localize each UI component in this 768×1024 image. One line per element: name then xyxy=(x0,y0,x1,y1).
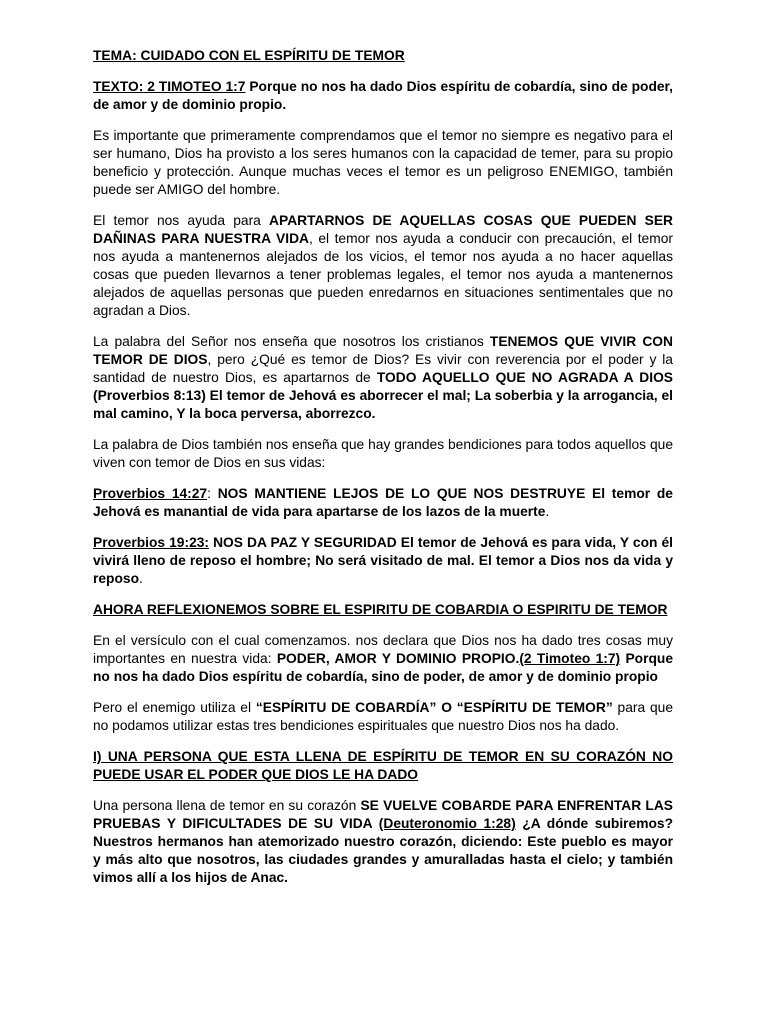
text-run: TENEMOS QUE VIVIR CON TEMOR DE DIOS xyxy=(93,334,673,367)
text-run: AHORA REFLEXIONEMOS SOBRE EL ESPIRITU DE COBARDIA O ESPIRITU DE TEMOR xyxy=(93,602,668,617)
text-run: Pero el enemigo utiliza el xyxy=(93,700,256,715)
paragraph xyxy=(93,78,673,114)
text-run: (2 Timoteo 1:7) xyxy=(519,651,621,666)
text-run: NOS DA PAZ Y SEGURIDAD El temor de Jehová es para vida, Y con él vivirá lleno de reposo el hombre; No será visitado de mal. El temor a Dios nos da vida y reposo xyxy=(93,535,674,586)
text-run: TEXTO: 2 TIMOTEO 1:7 xyxy=(93,79,246,94)
text-run: TEMA: CUIDADO CON EL ESPÍRITU DE TEMOR xyxy=(93,48,405,63)
paragraph xyxy=(93,436,673,472)
text-run: , pero ¿Qué es temor de Dios? Es vivir con reverencia por el poder y la santidad de nuestro Dios, es apartarnos de xyxy=(93,352,673,385)
text-run: APARTARNOS DE AQUELLAS COSAS QUE PUEDEN SER DAÑINAS PARA NUESTRA VIDA xyxy=(93,213,673,246)
text-run: Proverbios 14:27 xyxy=(93,486,208,501)
paragraph xyxy=(93,47,673,65)
text-run: PODER, AMOR Y DOMINIO PROPIO. xyxy=(276,651,520,666)
paragraph xyxy=(93,534,673,588)
text-run: Porque no nos ha dado Dios espíritu de cobardía, sino de poder, de amor y de dominio propio xyxy=(93,651,673,684)
paragraph xyxy=(93,797,673,887)
paragraph xyxy=(93,485,673,521)
text-run: La palabra de Dios también nos enseña que hay grandes bendiciones para todos aquellos que viven con temor de Dios en sus vidas: xyxy=(93,437,673,470)
text-run: . xyxy=(545,504,550,519)
text-run: Porque no nos ha dado Dios espíritu de cobardía, sino de poder, de amor y de dominio propio. xyxy=(93,79,673,112)
document-page xyxy=(93,47,673,900)
paragraph xyxy=(93,127,673,199)
text-run: “ESPÍRITU DE COBARDÍA” O “ESPÍRITU DE TEMOR” xyxy=(255,700,613,715)
document-body xyxy=(93,47,673,887)
paragraph xyxy=(93,601,673,619)
text-run: Es importante que primeramente comprendamos que el temor no siempre es negativo para el ser humano, Dios ha provisto a los seres humanos con la capacidad de temer, para su propio beneficio y protección. Aunque muchas veces el temor es un peligroso ENEMIGO, también puede ser AMIGO del hombre. xyxy=(93,128,673,197)
text-run: El temor nos ayuda para xyxy=(93,213,270,228)
text-run: ¿A dónde subiremos? Nuestros hermanos han atemorizado nuestro corazón, diciendo: Este pueblo es mayor y más alto que nosotros, las ciudades grandes y amuralladas hasta el cielo; y también vimos allí a los hijos de Anac. xyxy=(93,816,674,885)
paragraph xyxy=(93,212,673,320)
text-run: I) UNA PERSONA QUE ESTA LLENA DE ESPÍRITU DE TEMOR EN SU CORAZÓN NO PUEDE USAR EL PODER QUE DIOS LE HA DADO xyxy=(93,749,673,782)
text-run: Una persona llena de temor en su corazón xyxy=(93,798,361,813)
text-run: para que no podamos utilizar estas tres bendiciones espirituales que nuestro Dios nos ha dado. xyxy=(93,700,673,733)
paragraph xyxy=(93,699,673,735)
text-run: . xyxy=(139,571,143,586)
text-run: En el versículo con el cual comenzamos. nos declara que Dios nos ha dado tres cosas muy importantes en nuestra vida: xyxy=(93,633,673,666)
text-run: NOS MANTIENE LEJOS DE LO QUE NOS DESTRUYE El temor de Jehová es manantial de vida para apartarse de los lazos de la muerte xyxy=(93,486,673,519)
text-run: (Deuteronomio 1:28) xyxy=(378,816,516,831)
text-run: Proverbios 19:23: xyxy=(93,535,210,550)
text-run: , el temor nos ayuda a conducir con precaución, el temor nos ayuda a mantenernos alejados de los vicios, el temor nos ayuda a no hacer aquellas cosas que pueden llevarnos a tener problemas legales, el temor nos ayuda a mantenernos alejados de aquellas personas que pueden enredarnos en situaciones sentimentales que no agradan a Dios. xyxy=(93,231,673,318)
text-run: : xyxy=(207,486,218,501)
text-run: La palabra del Señor nos enseña que nosotros los cristianos xyxy=(93,334,490,349)
text-run: TODO AQUELLO QUE NO AGRADA A DIOS (Proverbios 8:13) El temor de Jehová es aborrecer el mal; La soberbia y la arrogancia, el mal camino, Y la boca perversa, aborrezco. xyxy=(93,370,673,421)
paragraph xyxy=(93,748,673,784)
text-run: SE VUELVE COBARDE PARA ENFRENTAR LAS PRUEBAS Y DIFICULTADES DE SU VIDA xyxy=(93,798,673,831)
paragraph xyxy=(93,333,673,423)
paragraph xyxy=(93,632,673,686)
